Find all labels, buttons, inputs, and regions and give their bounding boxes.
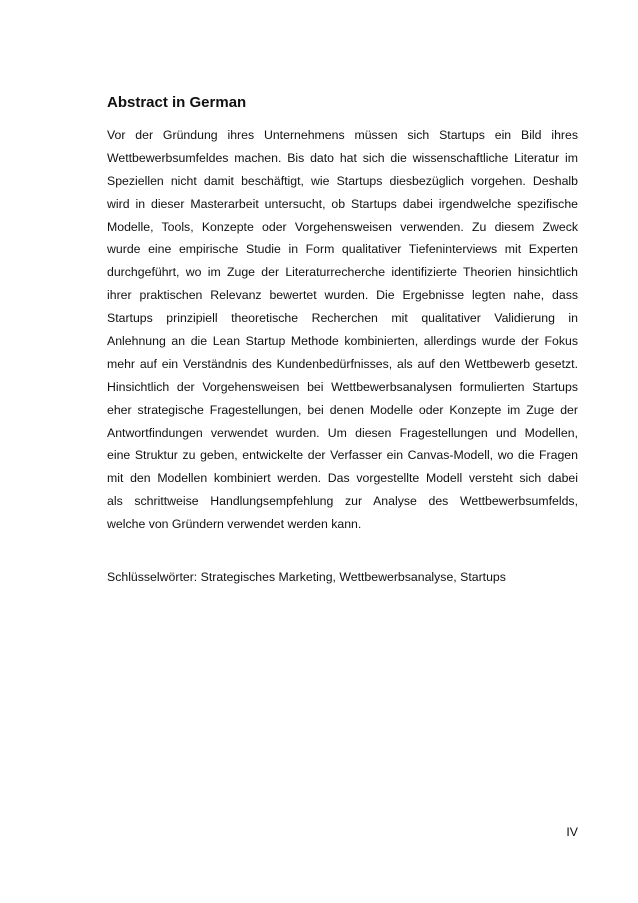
keywords-line: Schlüsselwörter: Strategisches Marketing, Wettbewerbsanalyse, Startups	[107, 570, 506, 584]
abstract-line: eine Struktur zu geben, entwickelte der Verfasser ein Canvas-Modell, wo die Fragen	[107, 448, 578, 463]
abstract-line: als schrittweise Handlungsempfehlung zur Analyse des Wettbewerbsumfelds,	[107, 494, 578, 509]
abstract-line: Vor der Gründung ihres Unternehmens müssen sich Startups ein Bild ihres	[107, 128, 578, 142]
abstract-line: mit den Modellen kombiniert werden. Das vorgestellte Modell versteht sich dabei	[107, 471, 578, 486]
abstract-line: Wettbewerbsumfeldes machen. Bis dato hat sich die wissenschaftliche Literatur im	[107, 150, 578, 165]
abstract-line: Anlehnung an die Lean Startup Methode kombinierten, allerdings wurde der Fokus	[107, 334, 578, 349]
abstract-line: mehr auf ein Verständnis des Kundenbedürfnisses, als auf den Wettbewerb gesetzt.	[107, 356, 578, 371]
abstract-line: wird in dieser Masterarbeit untersucht, ob Startups dabei irgendwelche spezifische	[107, 196, 578, 211]
abstract-line: durchgeführt, wo im Zuge der Literaturrecherche identifizierte Theorien hinsichtlich	[107, 265, 578, 280]
abstract-line: wurde eine empirische Studie in Form qualitativer Tiefeninterviews mit Experten	[107, 242, 578, 257]
abstract-line: eher strategische Fragestellungen, bei denen Modelle oder Konzepte im Zuge der	[107, 402, 578, 417]
page-number: IV	[566, 825, 578, 839]
abstract-line: welche von Gründern verwendet werden kann.	[107, 517, 362, 532]
abstract-paragraph	[107, 124, 578, 536]
abstract-line: Antwortfindungen verwendet wurden. Um diesen Fragestellungen und Modellen,	[107, 425, 578, 440]
abstract-line: Speziellen nicht damit beschäftigt, wie Startups diesbezüglich vorgehen. Deshalb	[107, 173, 578, 188]
abstract-line: Hinsichtlich der Vorgehensweisen bei Wettbewerbsanalysen formulierten Startups	[107, 379, 578, 394]
abstract-line: Startups prinzipiell theoretische Recherchen mit qualitativer Validierung in	[107, 311, 578, 326]
abstract-line: ihrer praktischen Relevanz bewertet wurden. Die Ergebnisse legten nahe, dass	[107, 288, 578, 303]
abstract-line: Modelle, Tools, Konzepte oder Vorgehensweisen verwenden. Zu diesem Zweck	[107, 219, 578, 234]
section-heading: Abstract in German	[107, 94, 247, 111]
